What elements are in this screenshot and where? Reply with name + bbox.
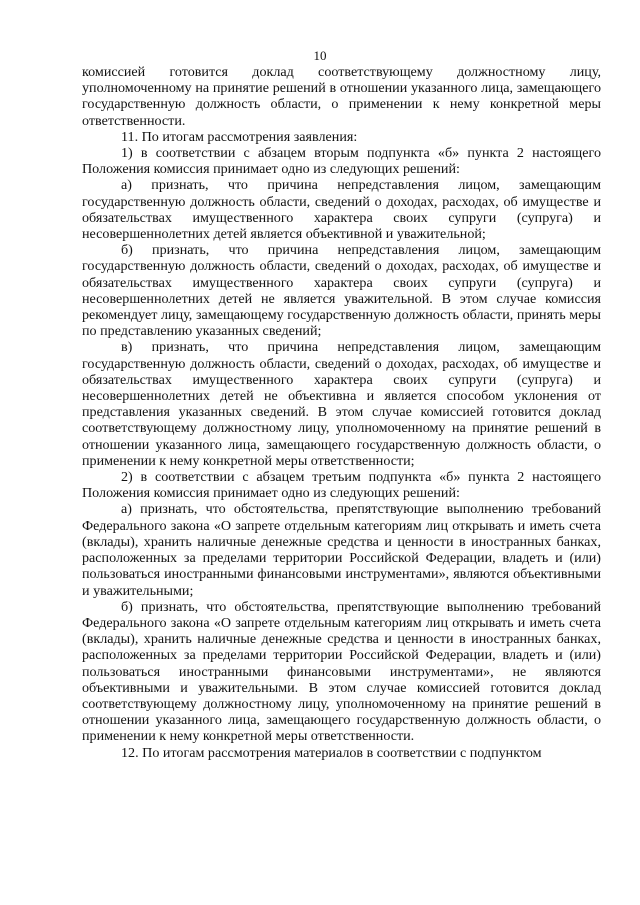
paragraph-subitem-2a: а) признать, что обстоятельства, препятствующие выполнению требований Федерального закона «О запрете отдельным категориям лиц открывать и иметь счета (вклады), хранить наличные денежные средства и ценности в иностранных банках, расположенных за пределами территории Российской Федерации, владеть и (или) пользоваться иностранными финансовыми инструментами», являются объективными и уважительными; <box>82 501 601 599</box>
page-number: 10 <box>313 48 327 63</box>
paragraph-subitem-1: 1) в соответствии с абзацем вторым подпункта «б» пункта 2 настоящего Положения комиссия принимает одно из следующих решений: <box>82 145 601 178</box>
document-body <box>82 64 601 761</box>
paragraph-item-11: 11. По итогам рассмотрения заявления: <box>121 128 358 145</box>
paragraph-continuation: комиссией готовится доклад соответствующему должностному лицу, уполномоченному на принятие решений в отношении указанного лица, замещающего государственную должность области, о применении к нему конкретной меры ответственности. <box>82 64 601 129</box>
paragraph-subitem-1a: а) признать, что причина непредставления лицом, замещающим государственную должность области, сведений о доходах, расходах, об имуществе и обязательствах имущественного характера своих супруги (супруга) и несовершеннолетних детей является объективной и уважительной; <box>82 177 601 243</box>
paragraph-subitem-1b: б) признать, что причина непредставления лицом, замещающим государственную должность области, сведений о доходах, расходах, об имуществе и обязательствах имущественного характера своих супруги (супруга) и несовершеннолетних детей не является уважительной. В этом случае комиссия рекомендует лицу, замещающему государственную должность области, принять меры по представлению указанных сведений; <box>82 242 601 340</box>
paragraph-subitem-2b: б) признать, что обстоятельства, препятствующие выполнению требований Федерального закона «О запрете отдельным категориям лиц открывать и иметь счета (вклады), хранить наличные денежные средства и ценности в иностранных банках, расположенных за пределами территории Российской Федерации, владеть и (или) пользоваться иностранными финансовыми инструментами», не являются объективными и уважительными. В этом случае комиссией готовится доклад соответствующему должностному лицу, уполномоченному на принятие решений в отношении указанного лица, замещающего государственную должность области, о применении к нему конкретной меры ответственности. <box>82 598 601 745</box>
paragraph-subitem-2: 2) в соответствии с абзацем третьим подпункта «б» пункта 2 настоящего Положения комиссия принимает одно из следующих решений: <box>82 469 601 502</box>
paragraph-item-12: 12. По итогам рассмотрения материалов в соответствии с подпунктом <box>121 744 542 761</box>
paragraph-subitem-1v: в) признать, что причина непредставления лицом, замещающим государственную должность области, сведений о доходах, расходах, об имуществе и обязательствах имущественного характера своих супруги (супруга) и несовершеннолетних детей не объективна и является способом уклонения от представления указанных сведений. В этом случае комиссией готовится доклад соответствующему должностному лицу, уполномоченному на принятие решений в отношении указанного лица, замещающего государственную должность области, о применении к нему конкретной меры ответственности; <box>82 339 601 469</box>
